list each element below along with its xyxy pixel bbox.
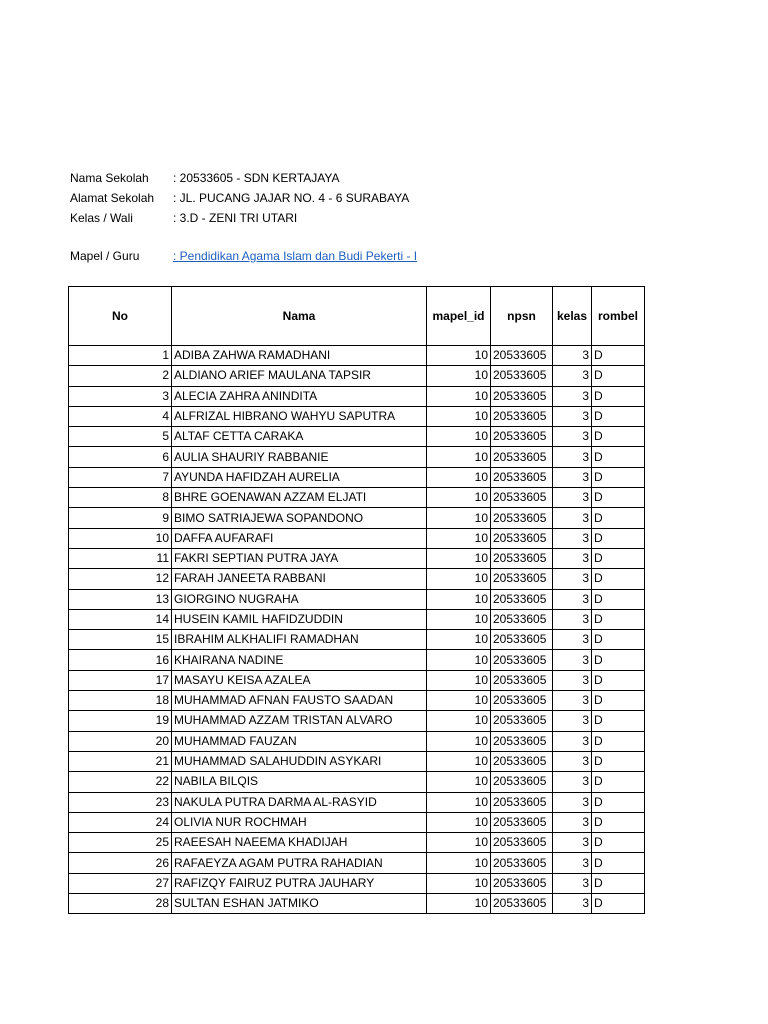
cell-nama: IBRAHIM ALKHALIFI RAMADHAN xyxy=(172,630,427,650)
cell-kelas: 3 xyxy=(553,731,592,751)
column-header-no: No xyxy=(69,287,172,346)
cell-rombel: D xyxy=(592,731,645,751)
cell-mapel-id: 10 xyxy=(427,548,491,568)
cell-kelas: 3 xyxy=(553,833,592,853)
cell-no: 7 xyxy=(69,467,172,487)
table-row xyxy=(69,853,645,873)
cell-nama: MUHAMMAD AFNAN FAUSTO SAADAN xyxy=(172,691,427,711)
cell-no: 11 xyxy=(69,548,172,568)
cell-no: 16 xyxy=(69,650,172,670)
cell-npsn: 20533605 xyxy=(491,731,553,751)
table-row xyxy=(69,569,645,589)
cell-rombel: D xyxy=(592,894,645,914)
table-row xyxy=(69,386,645,406)
column-header-rombel: rombel xyxy=(592,287,645,346)
table-row xyxy=(69,609,645,629)
cell-nama: FAKRI SEPTIAN PUTRA JAYA xyxy=(172,548,427,568)
school-address-label: Alamat Sekolah xyxy=(70,191,155,205)
cell-kelas: 3 xyxy=(553,427,592,447)
cell-kelas: 3 xyxy=(553,691,592,711)
cell-rombel: D xyxy=(592,467,645,487)
cell-nama: RAEESAH NAEEMA KHADIJAH xyxy=(172,833,427,853)
cell-mapel-id: 10 xyxy=(427,894,491,914)
table-body xyxy=(69,346,645,914)
cell-nama: ALFRIZAL HIBRANO WAHYU SAPUTRA xyxy=(172,406,427,426)
cell-kelas: 3 xyxy=(553,772,592,792)
cell-npsn: 20533605 xyxy=(491,488,553,508)
cell-nama: NAKULA PUTRA DARMA AL-RASYID xyxy=(172,792,427,812)
cell-nama: AYUNDA HAFIDZAH AURELIA xyxy=(172,467,427,487)
cell-rombel: D xyxy=(592,548,645,568)
cell-rombel: D xyxy=(592,650,645,670)
cell-rombel: D xyxy=(592,691,645,711)
subject-teacher-link[interactable]: : Pendidikan Agama Islam dan Budi Pekerti - I xyxy=(173,249,418,263)
cell-rombel: D xyxy=(592,873,645,893)
cell-npsn: 20533605 xyxy=(491,447,553,467)
column-header-npsn: npsn xyxy=(491,287,553,346)
cell-no: 6 xyxy=(69,447,172,467)
cell-mapel-id: 10 xyxy=(427,406,491,426)
class-teacher-value: : 3.D - ZENI TRI UTARI xyxy=(173,211,298,225)
table-row xyxy=(69,670,645,690)
cell-rombel: D xyxy=(592,386,645,406)
cell-rombel: D xyxy=(592,711,645,731)
cell-kelas: 3 xyxy=(553,853,592,873)
cell-no: 8 xyxy=(69,488,172,508)
cell-npsn: 20533605 xyxy=(491,792,553,812)
cell-nama: NABILA BILQIS xyxy=(172,772,427,792)
table-row xyxy=(69,366,645,386)
table-row xyxy=(69,772,645,792)
cell-kelas: 3 xyxy=(553,447,592,467)
cell-kelas: 3 xyxy=(553,528,592,548)
cell-no: 18 xyxy=(69,691,172,711)
cell-mapel-id: 10 xyxy=(427,528,491,548)
cell-npsn: 20533605 xyxy=(491,366,553,386)
cell-nama: FARAH JANEETA RABBANI xyxy=(172,569,427,589)
cell-no: 21 xyxy=(69,751,172,771)
cell-nama: RAFIZQY FAIRUZ PUTRA JAUHARY xyxy=(172,873,427,893)
table-row xyxy=(69,691,645,711)
table-row xyxy=(69,792,645,812)
cell-mapel-id: 10 xyxy=(427,711,491,731)
cell-mapel-id: 10 xyxy=(427,366,491,386)
student-table xyxy=(68,286,645,914)
cell-npsn: 20533605 xyxy=(491,508,553,528)
table-row xyxy=(69,508,645,528)
cell-npsn: 20533605 xyxy=(491,569,553,589)
class-teacher-label: Kelas / Wali xyxy=(70,211,133,225)
cell-mapel-id: 10 xyxy=(427,447,491,467)
cell-nama: SULTAN ESHAN JATMIKO xyxy=(172,894,427,914)
table-header xyxy=(69,287,645,346)
cell-kelas: 3 xyxy=(553,548,592,568)
table-row xyxy=(69,894,645,914)
cell-mapel-id: 10 xyxy=(427,488,491,508)
cell-no: 5 xyxy=(69,427,172,447)
cell-rombel: D xyxy=(592,488,645,508)
cell-nama: GIORGINO NUGRAHA xyxy=(172,589,427,609)
cell-mapel-id: 10 xyxy=(427,792,491,812)
cell-npsn: 20533605 xyxy=(491,528,553,548)
subject-teacher-label: Mapel / Guru xyxy=(70,249,140,263)
cell-no: 17 xyxy=(69,670,172,690)
cell-npsn: 20533605 xyxy=(491,894,553,914)
cell-mapel-id: 10 xyxy=(427,508,491,528)
cell-rombel: D xyxy=(592,670,645,690)
cell-no: 25 xyxy=(69,833,172,853)
cell-rombel: D xyxy=(592,528,645,548)
cell-npsn: 20533605 xyxy=(491,670,553,690)
cell-rombel: D xyxy=(592,508,645,528)
school-name-row xyxy=(70,168,670,188)
table-row xyxy=(69,467,645,487)
cell-npsn: 20533605 xyxy=(491,467,553,487)
cell-npsn: 20533605 xyxy=(491,386,553,406)
cell-mapel-id: 10 xyxy=(427,853,491,873)
cell-no: 15 xyxy=(69,630,172,650)
cell-npsn: 20533605 xyxy=(491,812,553,832)
cell-kelas: 3 xyxy=(553,894,592,914)
cell-rombel: D xyxy=(592,427,645,447)
cell-mapel-id: 10 xyxy=(427,833,491,853)
cell-kelas: 3 xyxy=(553,670,592,690)
cell-nama: BIMO SATRIAJEWA SOPANDONO xyxy=(172,508,427,528)
cell-nama: MUHAMMAD SALAHUDDIN ASYKARI xyxy=(172,751,427,771)
table-row xyxy=(69,447,645,467)
cell-npsn: 20533605 xyxy=(491,873,553,893)
cell-no: 3 xyxy=(69,386,172,406)
cell-rombel: D xyxy=(592,346,645,366)
table-row xyxy=(69,833,645,853)
cell-kelas: 3 xyxy=(553,650,592,670)
cell-mapel-id: 10 xyxy=(427,630,491,650)
column-header-kelas: kelas xyxy=(553,287,592,346)
cell-kelas: 3 xyxy=(553,792,592,812)
cell-mapel-id: 10 xyxy=(427,650,491,670)
cell-nama: KHAIRANA NADINE xyxy=(172,650,427,670)
cell-nama: ALTAF CETTA CARAKA xyxy=(172,427,427,447)
cell-rombel: D xyxy=(592,630,645,650)
cell-npsn: 20533605 xyxy=(491,691,553,711)
cell-kelas: 3 xyxy=(553,508,592,528)
column-header-mapel-id: mapel_id xyxy=(427,287,491,346)
school-address-value: : JL. PUCANG JAJAR NO. 4 - 6 SURABAYA xyxy=(173,191,410,205)
cell-nama: HUSEIN KAMIL HAFIDZUDDIN xyxy=(172,609,427,629)
table-row xyxy=(69,589,645,609)
cell-rombel: D xyxy=(592,772,645,792)
cell-npsn: 20533605 xyxy=(491,772,553,792)
subject-teacher-row xyxy=(70,246,670,266)
cell-npsn: 20533605 xyxy=(491,427,553,447)
table-header-row xyxy=(69,287,645,346)
table-row xyxy=(69,711,645,731)
cell-no: 22 xyxy=(69,772,172,792)
cell-no: 10 xyxy=(69,528,172,548)
cell-rombel: D xyxy=(592,853,645,873)
cell-mapel-id: 10 xyxy=(427,346,491,366)
cell-npsn: 20533605 xyxy=(491,650,553,670)
cell-no: 27 xyxy=(69,873,172,893)
cell-nama: BHRE GOENAWAN AZZAM ELJATI xyxy=(172,488,427,508)
table-row xyxy=(69,812,645,832)
cell-mapel-id: 10 xyxy=(427,589,491,609)
cell-no: 9 xyxy=(69,508,172,528)
class-teacher-row xyxy=(70,208,670,228)
cell-mapel-id: 10 xyxy=(427,751,491,771)
cell-kelas: 3 xyxy=(553,406,592,426)
cell-rombel: D xyxy=(592,366,645,386)
cell-rombel: D xyxy=(592,812,645,832)
cell-rombel: D xyxy=(592,792,645,812)
cell-nama: ALDIANO ARIEF MAULANA TAPSIR xyxy=(172,366,427,386)
cell-kelas: 3 xyxy=(553,366,592,386)
cell-kelas: 3 xyxy=(553,751,592,771)
cell-kelas: 3 xyxy=(553,630,592,650)
cell-npsn: 20533605 xyxy=(491,751,553,771)
cell-nama: MASAYU KEISA AZALEA xyxy=(172,670,427,690)
cell-mapel-id: 10 xyxy=(427,812,491,832)
cell-mapel-id: 10 xyxy=(427,691,491,711)
column-header-nama: Nama xyxy=(172,287,427,346)
cell-rombel: D xyxy=(592,569,645,589)
cell-npsn: 20533605 xyxy=(491,711,553,731)
table-row xyxy=(69,873,645,893)
table-row xyxy=(69,548,645,568)
cell-npsn: 20533605 xyxy=(491,833,553,853)
cell-no: 28 xyxy=(69,894,172,914)
table-row xyxy=(69,751,645,771)
cell-mapel-id: 10 xyxy=(427,670,491,690)
cell-kelas: 3 xyxy=(553,386,592,406)
cell-mapel-id: 10 xyxy=(427,386,491,406)
cell-rombel: D xyxy=(592,833,645,853)
cell-no: 23 xyxy=(69,792,172,812)
cell-nama: ALECIA ZAHRA ANINDITA xyxy=(172,386,427,406)
cell-npsn: 20533605 xyxy=(491,609,553,629)
cell-kelas: 3 xyxy=(553,812,592,832)
cell-npsn: 20533605 xyxy=(491,589,553,609)
cell-npsn: 20533605 xyxy=(491,630,553,650)
school-address-row xyxy=(70,188,670,208)
table-row xyxy=(69,731,645,751)
school-name-value: : 20533605 - SDN KERTAJAYA xyxy=(173,171,340,185)
cell-npsn: 20533605 xyxy=(491,548,553,568)
cell-npsn: 20533605 xyxy=(491,853,553,873)
cell-npsn: 20533605 xyxy=(491,406,553,426)
cell-rombel: D xyxy=(592,751,645,771)
cell-npsn: 20533605 xyxy=(491,346,553,366)
cell-mapel-id: 10 xyxy=(427,569,491,589)
cell-rombel: D xyxy=(592,447,645,467)
cell-no: 14 xyxy=(69,609,172,629)
cell-no: 12 xyxy=(69,569,172,589)
cell-no: 4 xyxy=(69,406,172,426)
cell-nama: RAFAEYZA AGAM PUTRA RAHADIAN xyxy=(172,853,427,873)
cell-no: 24 xyxy=(69,812,172,832)
cell-no: 2 xyxy=(69,366,172,386)
cell-no: 19 xyxy=(69,711,172,731)
cell-kelas: 3 xyxy=(553,609,592,629)
table-row xyxy=(69,427,645,447)
cell-rombel: D xyxy=(592,589,645,609)
cell-kelas: 3 xyxy=(553,467,592,487)
cell-kelas: 3 xyxy=(553,488,592,508)
cell-nama: MUHAMMAD AZZAM TRISTAN ALVARO xyxy=(172,711,427,731)
cell-kelas: 3 xyxy=(553,873,592,893)
cell-kelas: 3 xyxy=(553,346,592,366)
cell-mapel-id: 10 xyxy=(427,467,491,487)
table-row xyxy=(69,528,645,548)
table-row xyxy=(69,346,645,366)
cell-rombel: D xyxy=(592,406,645,426)
cell-mapel-id: 10 xyxy=(427,772,491,792)
cell-no: 13 xyxy=(69,589,172,609)
cell-mapel-id: 10 xyxy=(427,609,491,629)
cell-nama: MUHAMMAD FAUZAN xyxy=(172,731,427,751)
cell-no: 1 xyxy=(69,346,172,366)
cell-no: 20 xyxy=(69,731,172,751)
cell-kelas: 3 xyxy=(553,711,592,731)
cell-nama: OLIVIA NUR ROCHMAH xyxy=(172,812,427,832)
table-row xyxy=(69,488,645,508)
table-row xyxy=(69,650,645,670)
cell-kelas: 3 xyxy=(553,589,592,609)
table-row xyxy=(69,630,645,650)
cell-nama: DAFFA AUFARAFI xyxy=(172,528,427,548)
cell-mapel-id: 10 xyxy=(427,731,491,751)
cell-kelas: 3 xyxy=(553,569,592,589)
school-name-label: Nama Sekolah xyxy=(70,171,149,185)
cell-nama: ADIBA ZAHWA RAMADHANI xyxy=(172,346,427,366)
table-row xyxy=(69,406,645,426)
cell-nama: AULIA SHAURIY RABBANIE xyxy=(172,447,427,467)
cell-mapel-id: 10 xyxy=(427,427,491,447)
cell-rombel: D xyxy=(592,609,645,629)
cell-mapel-id: 10 xyxy=(427,873,491,893)
cell-no: 26 xyxy=(69,853,172,873)
